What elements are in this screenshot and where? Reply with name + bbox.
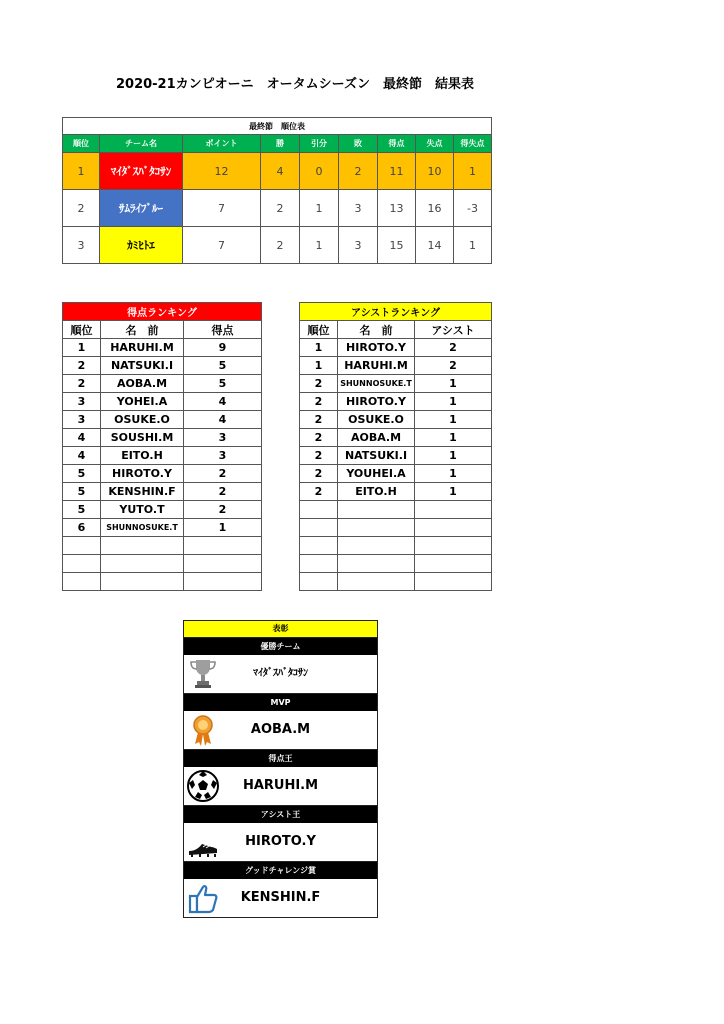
ranking-row bbox=[63, 573, 262, 591]
ranking-name-cell: SOUSHI.M bbox=[101, 429, 184, 447]
standings-row bbox=[63, 190, 492, 227]
ranking-name-cell: AOBA.M bbox=[338, 429, 415, 447]
ranking-value-cell: 1 bbox=[415, 465, 492, 483]
award-winner-good-challenge-label: KENSHIN.F bbox=[240, 890, 321, 905]
ranking-value-cell: 5 bbox=[184, 357, 262, 375]
award-winner-champion bbox=[184, 655, 377, 694]
page-title: 2020-21カンピオーニ オータムシーズン 最終節 結果表 bbox=[115, 77, 475, 92]
standings-cell: 7 bbox=[183, 227, 261, 264]
team-name-cell: ｶﾐﾋﾄｴ bbox=[100, 227, 183, 264]
standings-cell: 7 bbox=[183, 190, 261, 227]
ranking-rank-cell bbox=[300, 537, 338, 555]
standings-header-cell: 得点 bbox=[378, 135, 416, 153]
ranking-rank-cell: 1 bbox=[63, 339, 101, 357]
standings-cell: 15 bbox=[378, 227, 416, 264]
ranking-rank-cell bbox=[300, 501, 338, 519]
ranking-rank-cell: 2 bbox=[300, 483, 338, 501]
ranking-header-cell: 順位 bbox=[63, 321, 101, 339]
ranking-name-cell bbox=[338, 555, 415, 573]
ranking-row bbox=[300, 429, 492, 447]
standings-cell: 1 bbox=[300, 190, 339, 227]
standings-header-cell: 順位 bbox=[63, 135, 100, 153]
ranking-value-cell: 4 bbox=[184, 411, 262, 429]
ranking-name-cell: HARUHI.M bbox=[338, 357, 415, 375]
ranking-rank-cell: 3 bbox=[63, 411, 101, 429]
ranking-name-cell: YOHEI.A bbox=[101, 393, 184, 411]
thumbs-up-icon bbox=[187, 881, 219, 915]
ranking-rank-cell: 1 bbox=[300, 357, 338, 375]
ranking-value-cell: 1 bbox=[415, 483, 492, 501]
ranking-value-cell bbox=[415, 555, 492, 573]
ranking-name-cell: SHUNNOSUKE.T bbox=[338, 375, 415, 393]
team-name-cell: ｻﾑﾗｲﾌﾞﾙｰ bbox=[100, 190, 183, 227]
ranking-name-cell bbox=[101, 573, 184, 591]
soccer-ball-icon bbox=[187, 769, 219, 803]
ranking-value-cell bbox=[184, 537, 262, 555]
ranking-row bbox=[63, 393, 262, 411]
standings-header-cell: 得失点 bbox=[454, 135, 492, 153]
ranking-name-cell: YOUHEI.A bbox=[338, 465, 415, 483]
ranking-header-cell: 名 前 bbox=[338, 321, 415, 339]
ranking-rank-cell bbox=[300, 573, 338, 591]
ranking-rank-cell: 2 bbox=[300, 429, 338, 447]
ranking-row bbox=[63, 501, 262, 519]
standings-body bbox=[63, 153, 492, 264]
ranking-header-cell: 得点 bbox=[184, 321, 262, 339]
ranking-row bbox=[300, 357, 492, 375]
ranking-name-cell: KENSHIN.F bbox=[101, 483, 184, 501]
standings-cell: -3 bbox=[454, 190, 492, 227]
standings-cell: 3 bbox=[339, 190, 378, 227]
ranking-name-cell: AOBA.M bbox=[101, 375, 184, 393]
ranking-row bbox=[300, 501, 492, 519]
ranking-rank-cell bbox=[300, 519, 338, 537]
ranking-value-cell: 3 bbox=[184, 429, 262, 447]
ranking-value-cell bbox=[415, 573, 492, 591]
ranking-value-cell: 3 bbox=[184, 447, 262, 465]
standings-header-cell: 失点 bbox=[416, 135, 454, 153]
ranking-row bbox=[300, 339, 492, 357]
ranking-row bbox=[300, 483, 492, 501]
award-winner-top-scorer-label: HARUHI.M bbox=[242, 778, 319, 793]
standings-table bbox=[62, 117, 492, 264]
medal-icon bbox=[187, 713, 219, 747]
assist-ranking-caption: アシストランキング bbox=[300, 303, 492, 321]
goal-ranking-caption: 得点ランキング bbox=[63, 303, 262, 321]
ranking-row bbox=[63, 537, 262, 555]
ranking-value-cell bbox=[184, 573, 262, 591]
ranking-value-cell: 2 bbox=[415, 339, 492, 357]
award-category-mvp: MVP bbox=[184, 694, 377, 711]
standings-cell: 16 bbox=[416, 190, 454, 227]
ranking-name-cell bbox=[101, 537, 184, 555]
ranking-row bbox=[63, 483, 262, 501]
ranking-header-cell: 名 前 bbox=[101, 321, 184, 339]
ranking-row bbox=[63, 429, 262, 447]
award-winner-mvp-label: AOBA.M bbox=[250, 722, 311, 737]
ranking-row bbox=[63, 411, 262, 429]
ranking-row bbox=[63, 447, 262, 465]
ranking-value-cell: 1 bbox=[415, 447, 492, 465]
ranking-row bbox=[300, 465, 492, 483]
ranking-rank-cell: 2 bbox=[300, 447, 338, 465]
award-winner-champion-label: ﾏｲﾀﾞｽﾊﾞﾀｺｻﾝ bbox=[253, 668, 308, 679]
ranking-row bbox=[300, 555, 492, 573]
ranking-rank-cell: 4 bbox=[63, 429, 101, 447]
ranking-name-cell: EITO.H bbox=[338, 483, 415, 501]
ranking-rank-cell: 6 bbox=[63, 519, 101, 537]
standings-cell: 0 bbox=[300, 153, 339, 190]
standings-cell: 11 bbox=[378, 153, 416, 190]
standings-cell: 1 bbox=[300, 227, 339, 264]
ranking-rank-cell: 5 bbox=[63, 465, 101, 483]
ranking-value-cell: 2 bbox=[184, 501, 262, 519]
goal-ranking-header-row bbox=[63, 321, 262, 339]
ranking-value-cell bbox=[415, 501, 492, 519]
ranking-rank-cell: 2 bbox=[300, 393, 338, 411]
standings-row bbox=[63, 153, 492, 190]
standings-cell: 3 bbox=[63, 227, 100, 264]
ranking-row bbox=[300, 573, 492, 591]
ranking-row bbox=[300, 537, 492, 555]
standings-cell: 2 bbox=[261, 227, 300, 264]
ranking-value-cell: 1 bbox=[415, 375, 492, 393]
ranking-rank-cell: 1 bbox=[300, 339, 338, 357]
standings-cell: 1 bbox=[63, 153, 100, 190]
team-name-cell: ﾏｲﾀﾞｽﾊﾞﾀｺｻﾝ bbox=[100, 153, 183, 190]
award-winner-good-challenge bbox=[184, 879, 377, 917]
ranking-value-cell bbox=[184, 555, 262, 573]
awards-caption: 表彰 bbox=[184, 621, 377, 638]
standings-header-cell: 勝 bbox=[261, 135, 300, 153]
cleat-icon bbox=[187, 825, 219, 859]
ranking-header-cell: アシスト bbox=[415, 321, 492, 339]
standings-cell: 14 bbox=[416, 227, 454, 264]
ranking-rank-cell: 4 bbox=[63, 447, 101, 465]
award-category-champion: 優勝チーム bbox=[184, 638, 377, 655]
ranking-row bbox=[63, 339, 262, 357]
ranking-name-cell: OSUKE.O bbox=[338, 411, 415, 429]
ranking-row bbox=[300, 447, 492, 465]
ranking-row bbox=[63, 519, 262, 537]
standings-header-row bbox=[63, 135, 492, 153]
ranking-value-cell: 2 bbox=[184, 483, 262, 501]
standings-cell: 4 bbox=[261, 153, 300, 190]
ranking-value-cell: 2 bbox=[415, 357, 492, 375]
award-winner-top-assist-label: HIROTO.Y bbox=[245, 834, 316, 849]
ranking-rank-cell bbox=[300, 555, 338, 573]
ranking-row bbox=[63, 357, 262, 375]
ranking-name-cell: HARUHI.M bbox=[101, 339, 184, 357]
ranking-name-cell: EITO.H bbox=[101, 447, 184, 465]
award-winner-top-scorer bbox=[184, 767, 377, 806]
ranking-rank-cell bbox=[63, 555, 101, 573]
ranking-name-cell: HIROTO.Y bbox=[101, 465, 184, 483]
standings-cell: 2 bbox=[339, 153, 378, 190]
ranking-rank-cell: 3 bbox=[63, 393, 101, 411]
award-category-good-challenge: グッドチャレンジ賞 bbox=[184, 862, 377, 879]
ranking-rank-cell: 2 bbox=[63, 357, 101, 375]
ranking-name-cell: SHUNNOSUKE.T bbox=[101, 519, 184, 537]
ranking-header-cell: 順位 bbox=[300, 321, 338, 339]
award-winner-mvp bbox=[184, 711, 377, 750]
ranking-value-cell bbox=[415, 519, 492, 537]
ranking-value-cell: 4 bbox=[184, 393, 262, 411]
standings-cell: 3 bbox=[339, 227, 378, 264]
ranking-value-cell: 5 bbox=[184, 375, 262, 393]
standings-header-cell: 引分 bbox=[300, 135, 339, 153]
standings-header-cell: ポイント bbox=[183, 135, 261, 153]
ranking-value-cell: 9 bbox=[184, 339, 262, 357]
ranking-row bbox=[63, 375, 262, 393]
assist-ranking-header-row bbox=[300, 321, 492, 339]
standings-cell: 1 bbox=[454, 227, 492, 264]
ranking-name-cell: HIROTO.Y bbox=[338, 393, 415, 411]
award-winner-top-assist bbox=[184, 823, 377, 862]
ranking-rank-cell: 5 bbox=[63, 483, 101, 501]
ranking-name-cell: NATSUKI.I bbox=[338, 447, 415, 465]
standings-row bbox=[63, 227, 492, 264]
assist-ranking-body bbox=[300, 339, 492, 591]
ranking-row bbox=[300, 411, 492, 429]
standings-cell: 10 bbox=[416, 153, 454, 190]
ranking-value-cell: 1 bbox=[415, 393, 492, 411]
standings-cell: 12 bbox=[183, 153, 261, 190]
ranking-name-cell bbox=[338, 573, 415, 591]
ranking-name-cell bbox=[338, 537, 415, 555]
standings-caption: 最終節 順位表 bbox=[63, 118, 492, 135]
ranking-row bbox=[63, 465, 262, 483]
ranking-row bbox=[300, 375, 492, 393]
ranking-name-cell bbox=[101, 555, 184, 573]
goal-ranking-table bbox=[62, 302, 262, 591]
ranking-value-cell bbox=[415, 537, 492, 555]
ranking-name-cell bbox=[338, 501, 415, 519]
standings-header-cell: 敗 bbox=[339, 135, 378, 153]
ranking-rank-cell: 5 bbox=[63, 501, 101, 519]
goal-ranking-body bbox=[63, 339, 262, 591]
trophy-icon bbox=[187, 657, 219, 691]
standings-cell: 2 bbox=[63, 190, 100, 227]
ranking-row bbox=[300, 393, 492, 411]
ranking-row bbox=[300, 519, 492, 537]
awards-panel bbox=[183, 620, 378, 918]
ranking-value-cell: 2 bbox=[184, 465, 262, 483]
ranking-name-cell: OSUKE.O bbox=[101, 411, 184, 429]
standings-cell: 1 bbox=[454, 153, 492, 190]
ranking-name-cell: YUTO.T bbox=[101, 501, 184, 519]
ranking-rank-cell bbox=[63, 537, 101, 555]
award-category-top-scorer: 得点王 bbox=[184, 750, 377, 767]
standings-cell: 13 bbox=[378, 190, 416, 227]
award-category-top-assist: アシスト王 bbox=[184, 806, 377, 823]
standings-cell: 2 bbox=[261, 190, 300, 227]
standings-header-cell: チーム名 bbox=[100, 135, 183, 153]
ranking-name-cell bbox=[338, 519, 415, 537]
ranking-rank-cell: 2 bbox=[300, 465, 338, 483]
ranking-rank-cell: 2 bbox=[63, 375, 101, 393]
ranking-name-cell: HIROTO.Y bbox=[338, 339, 415, 357]
ranking-value-cell: 1 bbox=[415, 429, 492, 447]
ranking-value-cell: 1 bbox=[184, 519, 262, 537]
ranking-rank-cell: 2 bbox=[300, 411, 338, 429]
ranking-name-cell: NATSUKI.I bbox=[101, 357, 184, 375]
assist-ranking-table bbox=[299, 302, 492, 591]
ranking-rank-cell bbox=[63, 573, 101, 591]
ranking-value-cell: 1 bbox=[415, 411, 492, 429]
ranking-rank-cell: 2 bbox=[300, 375, 338, 393]
ranking-row bbox=[63, 555, 262, 573]
